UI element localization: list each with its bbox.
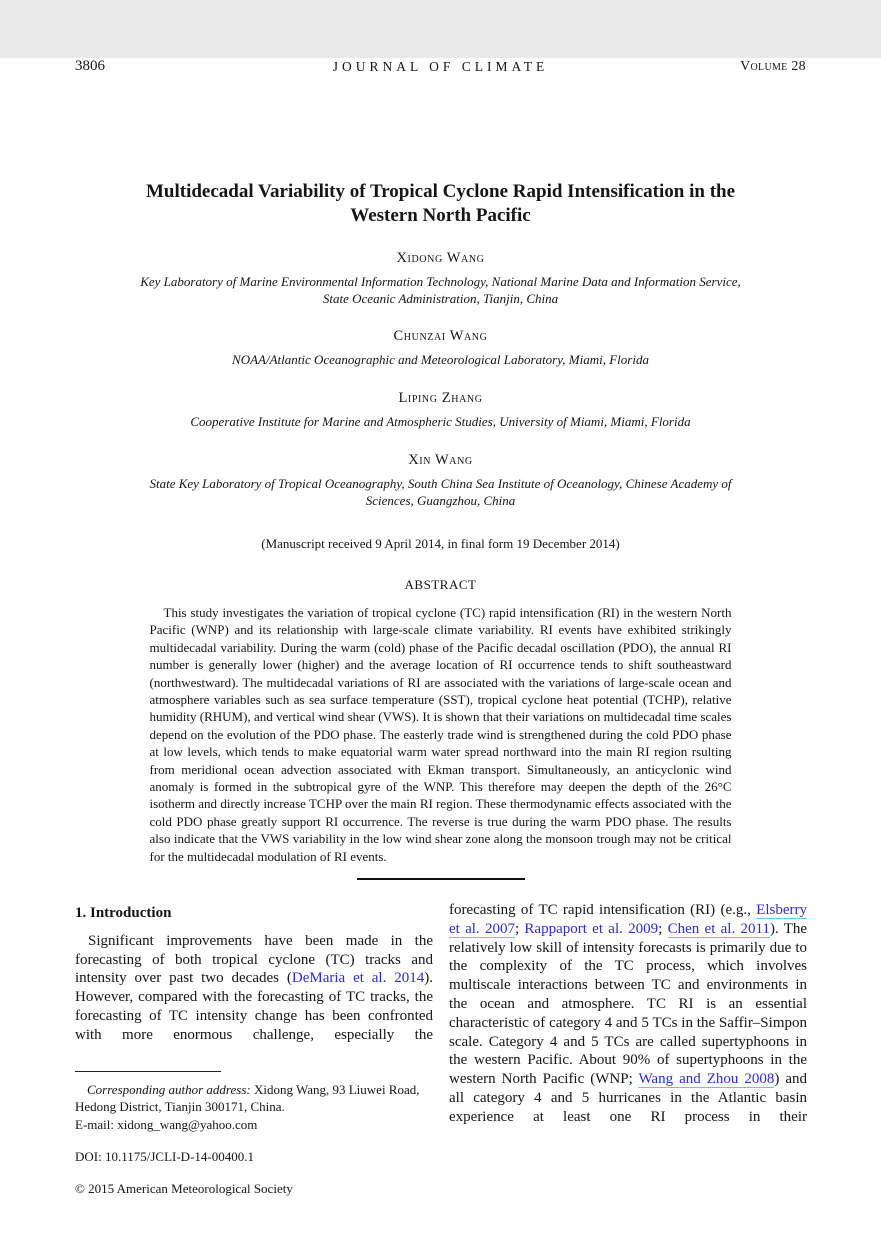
corresponding-author-address (75, 1081, 433, 1116)
corresponding-author-email: E-mail: xidong_wang@yahoo.com (75, 1116, 258, 1132)
corresponding-author-text: Xidong Wang, 93 Liuwei Road, Hedong District, Tianjin 300171, China. (75, 1081, 420, 1115)
right-column (449, 901, 807, 1198)
author-affiliation-4: State Key Laboratory of Tropical Oceanography, South China Sea Institute of Oceanology, Chinese Academy of Sciences, Guangzhou, China (149, 476, 732, 509)
citation-link[interactable]: Rappaport et al. 2009 (524, 920, 659, 937)
author-name-1: Xidong Wang (396, 249, 485, 266)
left-column (75, 901, 433, 1198)
footnote-rule (75, 1071, 221, 1072)
copyright-line: © 2015 American Meteorological Society (75, 1181, 293, 1197)
author-affiliation-2: NOAA/Atlantic Oceanographic and Meteorological Laboratory, Miami, Florida (232, 352, 649, 368)
author-name-2: Chunzai Wang (393, 328, 488, 345)
manuscript-history-note: (Manuscript received 9 April 2014, in final form 19 December 2014) (261, 535, 620, 551)
citation-link[interactable]: Chen et al. 2011 (667, 920, 770, 937)
abstract-text: This study investigates the variation of tropical cyclone (TC) rapid intensification (RI) in the western North Pacific (WNP) and its relationship with large-scale climate variability. RI events have exhibited strikingly multidecadal variability. During the warm (cold) phase of the Pacific decadal oscillation (PDO), the annual RI number is generally lower (higher) and the average location of RI occurrence tends to shift southeastward (northwestward). The multidecadal variations of RI are associated with the variations of large-scale ocean and atmosphere variables such as sea surface temperature (SST), tropical cyclone heat potential (TCHP), relative humidity (RHUM), and vertical wind shear (VWS). It is shown that their variations on multidecadal time scales depend on the evolution of the PDO phase. The easterly trade wind is strengthened during the cold PDO phase at low levels, which tends to make equatorial warm water spread northward into the main RI region rsulting from meridional ocean advection associated with Ekman transport. Simultaneously, an anticyclonic wind anomaly is formed in the subtropical gyre of the WNP. This therefore may deepen the depth of the 26°C isotherm and directly increase TCHP over the main RI region. These thermodynamic effects associated with the cold PDO phase greatly support RI occurrence. The reverse is true during the warm PDO phase. The results also indicate that the VWS variability in the low wind shear zone along the monsoon trough may not be critical for the multidecadal modulation of RI events. (149, 604, 732, 864)
footnote-block (75, 1071, 433, 1198)
body-text-segment: ) and all category 4 and 5 hurricanes in the Atlantic basin experience at least one RI process in their (449, 1071, 808, 1125)
article-title: Multidecadal Variability of Tropical Cyclone Rapid Intensification in the Western North Pacific (145, 181, 736, 227)
corresponding-author-label: Corresponding author address: (87, 1081, 251, 1097)
volume-label: Volume 28 (740, 59, 806, 74)
intro-paragraph-left (75, 932, 433, 1045)
body-text-segment: forecasting of TC rapid intensification (RI) (e.g., (449, 902, 757, 919)
citation-link[interactable]: Elsberry et al. 2007 (449, 902, 807, 937)
intro-paragraph-right (449, 901, 807, 1127)
journal-title: JOURNAL OF CLIMATE (332, 59, 549, 74)
citation-link[interactable]: Wang and Zhou 2008 (638, 1071, 775, 1088)
citation-link[interactable]: DeMaria et al. 2014 (291, 970, 425, 987)
section-heading-introduction: 1. Introduction (75, 905, 172, 922)
body-text-segment: Significant improvements have been made in the forecasting of both tropical cyclone (TC) tracks and intensity over past two decades ( (75, 932, 433, 987)
doi-line: DOI: 10.1175/JCLI-D-14-00400.1 (75, 1149, 254, 1165)
page-number: 3806 (75, 58, 105, 74)
journal-page (0, 58, 881, 1234)
author-affiliation-3: Cooperative Institute for Marine and Atmospheric Studies, University of Miami, Miami, Florida (190, 414, 691, 430)
running-head (75, 58, 806, 78)
body-text-segment: ). The relatively low skill of intensity forecasts is primarily due to the complexity of the TC process, which involves multiscale interactions between TC and environments in the ocean and atmosphere. TC RI is an essential characteristic of category 4 and 5 TCs in the Saffir–Simpon scale. Category 4 and 5 TCs are called supertyphoons in the western Pacific. About 90% of supertyphoons in the western North Pacific (WNP; (449, 920, 808, 1088)
author-name-4: Xin Wang (408, 452, 473, 469)
abstract-heading: ABSTRACT (404, 576, 477, 592)
author-name-3: Liping Zhang (398, 390, 483, 407)
body-text-segment: ; (658, 920, 668, 937)
body-text-segment: ). However, compared with the forecasting of TC tracks, the forecasting of TC intensity change has been confronted with more enormous challenge, especially the (75, 970, 433, 1043)
author-affiliation-1: Key Laboratory of Marine Environmental Information Technology, National Marine Data and Information Service, State Oceanic Administration, Tianjin, China (140, 273, 741, 306)
two-column-body (75, 901, 807, 1198)
body-text-segment: ; (514, 920, 525, 937)
abstract-separator-rule (357, 878, 525, 880)
